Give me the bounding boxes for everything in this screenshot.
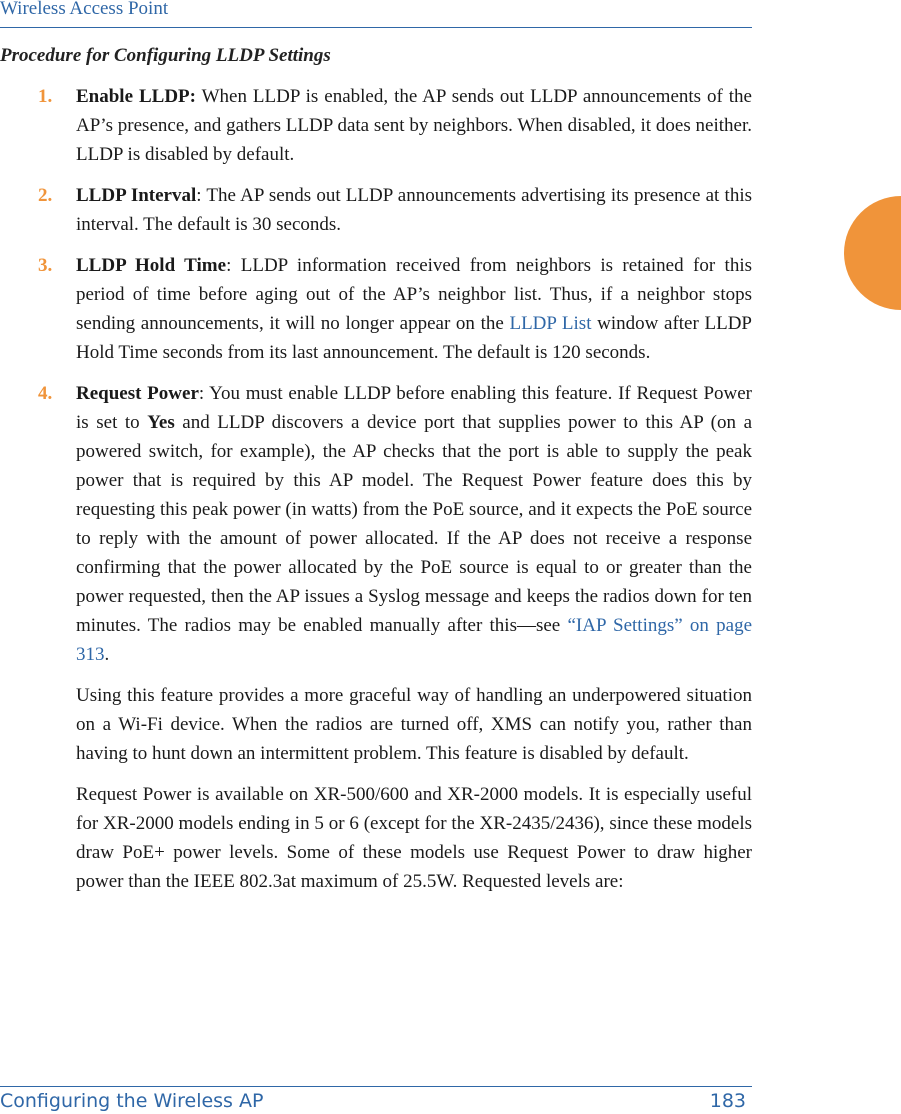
step-text: and LLDP discovers a device port that supplies power to this AP (on a powered switch, for example), the AP checks that the port is able to supply the peak power that is required by this AP model. The Request Power feature does this by requesting this peak power (in watts) from the PoE source, and it expects the PoE source to reply with the amount of power allocated. If the AP does not receive a response confirming that the power allocated by the PoE source is equal to or greater than the power requested, then the AP issues a Syslog message and keeps the radios down for ten minutes. The radios may be enabled manually after this—see (76, 412, 753, 636)
section-title: Procedure for Configuring LLDP Settings (0, 45, 331, 66)
chapter-tab-marker (844, 196, 901, 310)
procedure-step-4 (0, 379, 752, 669)
yes-value: Yes (147, 412, 175, 433)
step-number: 2. (38, 185, 53, 206)
body-paragraph: Request Power is available on XR-500/600 and XR-2000 models. It is especially useful for XR-2000 models ending in 5 or 6 (except for the XR-2435/2436), since these models draw PoE+ power levels. Some of these models use Request Power to draw higher power than the IEEE 802.3at maximum of 25.5W. Requested levels are: (76, 784, 752, 892)
footer-chapter-title: Configuring the Wireless AP (0, 1090, 264, 1112)
lldp-list-link[interactable]: LLDP List (509, 313, 592, 334)
procedure-step-1 (0, 82, 752, 169)
procedure-step-2 (0, 181, 752, 239)
iap-settings-link[interactable]: “IAP Settings” on page 313 (76, 615, 753, 665)
page-number: 183 (709, 1090, 746, 1112)
procedure-content (0, 82, 752, 908)
running-header-title: Wireless Access Point (0, 0, 169, 19)
body-paragraph: Using this feature provides a more graceful way of handling an underpowered situation on a Wi-Fi device. When the radios are turned off, XMS can notify you, rather than having to hunt down an intermittent problem. This feature is disabled by default. (76, 685, 752, 764)
step-term: Request Power (76, 383, 199, 404)
footer-rule (0, 1086, 752, 1087)
step-number: 3. (38, 255, 53, 276)
header-rule (0, 27, 752, 28)
step-term: Enable LLDP: (76, 86, 196, 107)
step-text: : The AP sends out LLDP announcements advertising its presence at this interval. The default is 30 seconds. (76, 185, 752, 235)
procedure-step-3 (0, 251, 752, 367)
step-text: . (104, 644, 110, 665)
step-text: : LLDP information received from neighbors is retained for this period of time before aging out of the AP’s neighbor list. Thus, if a neighbor stops sending announcements, it will no longer appear on the (76, 255, 752, 334)
step-term: LLDP Hold Time (76, 255, 227, 276)
step-number: 4. (38, 383, 53, 404)
step-text: : You must enable LLDP before enabling this feature. If Request Power is set to (76, 383, 752, 433)
step-text: When LLDP is enabled, the AP sends out LLDP announcements of the AP’s presence, and gathers LLDP data sent by neighbors. When disabled, it does neither. LLDP is disabled by default. (76, 86, 752, 165)
step-number: 1. (38, 86, 53, 107)
step-term: LLDP Interval (76, 185, 197, 206)
step-text: window after LLDP Hold Time seconds from its last announcement. The default is 120 seconds. (76, 313, 752, 363)
